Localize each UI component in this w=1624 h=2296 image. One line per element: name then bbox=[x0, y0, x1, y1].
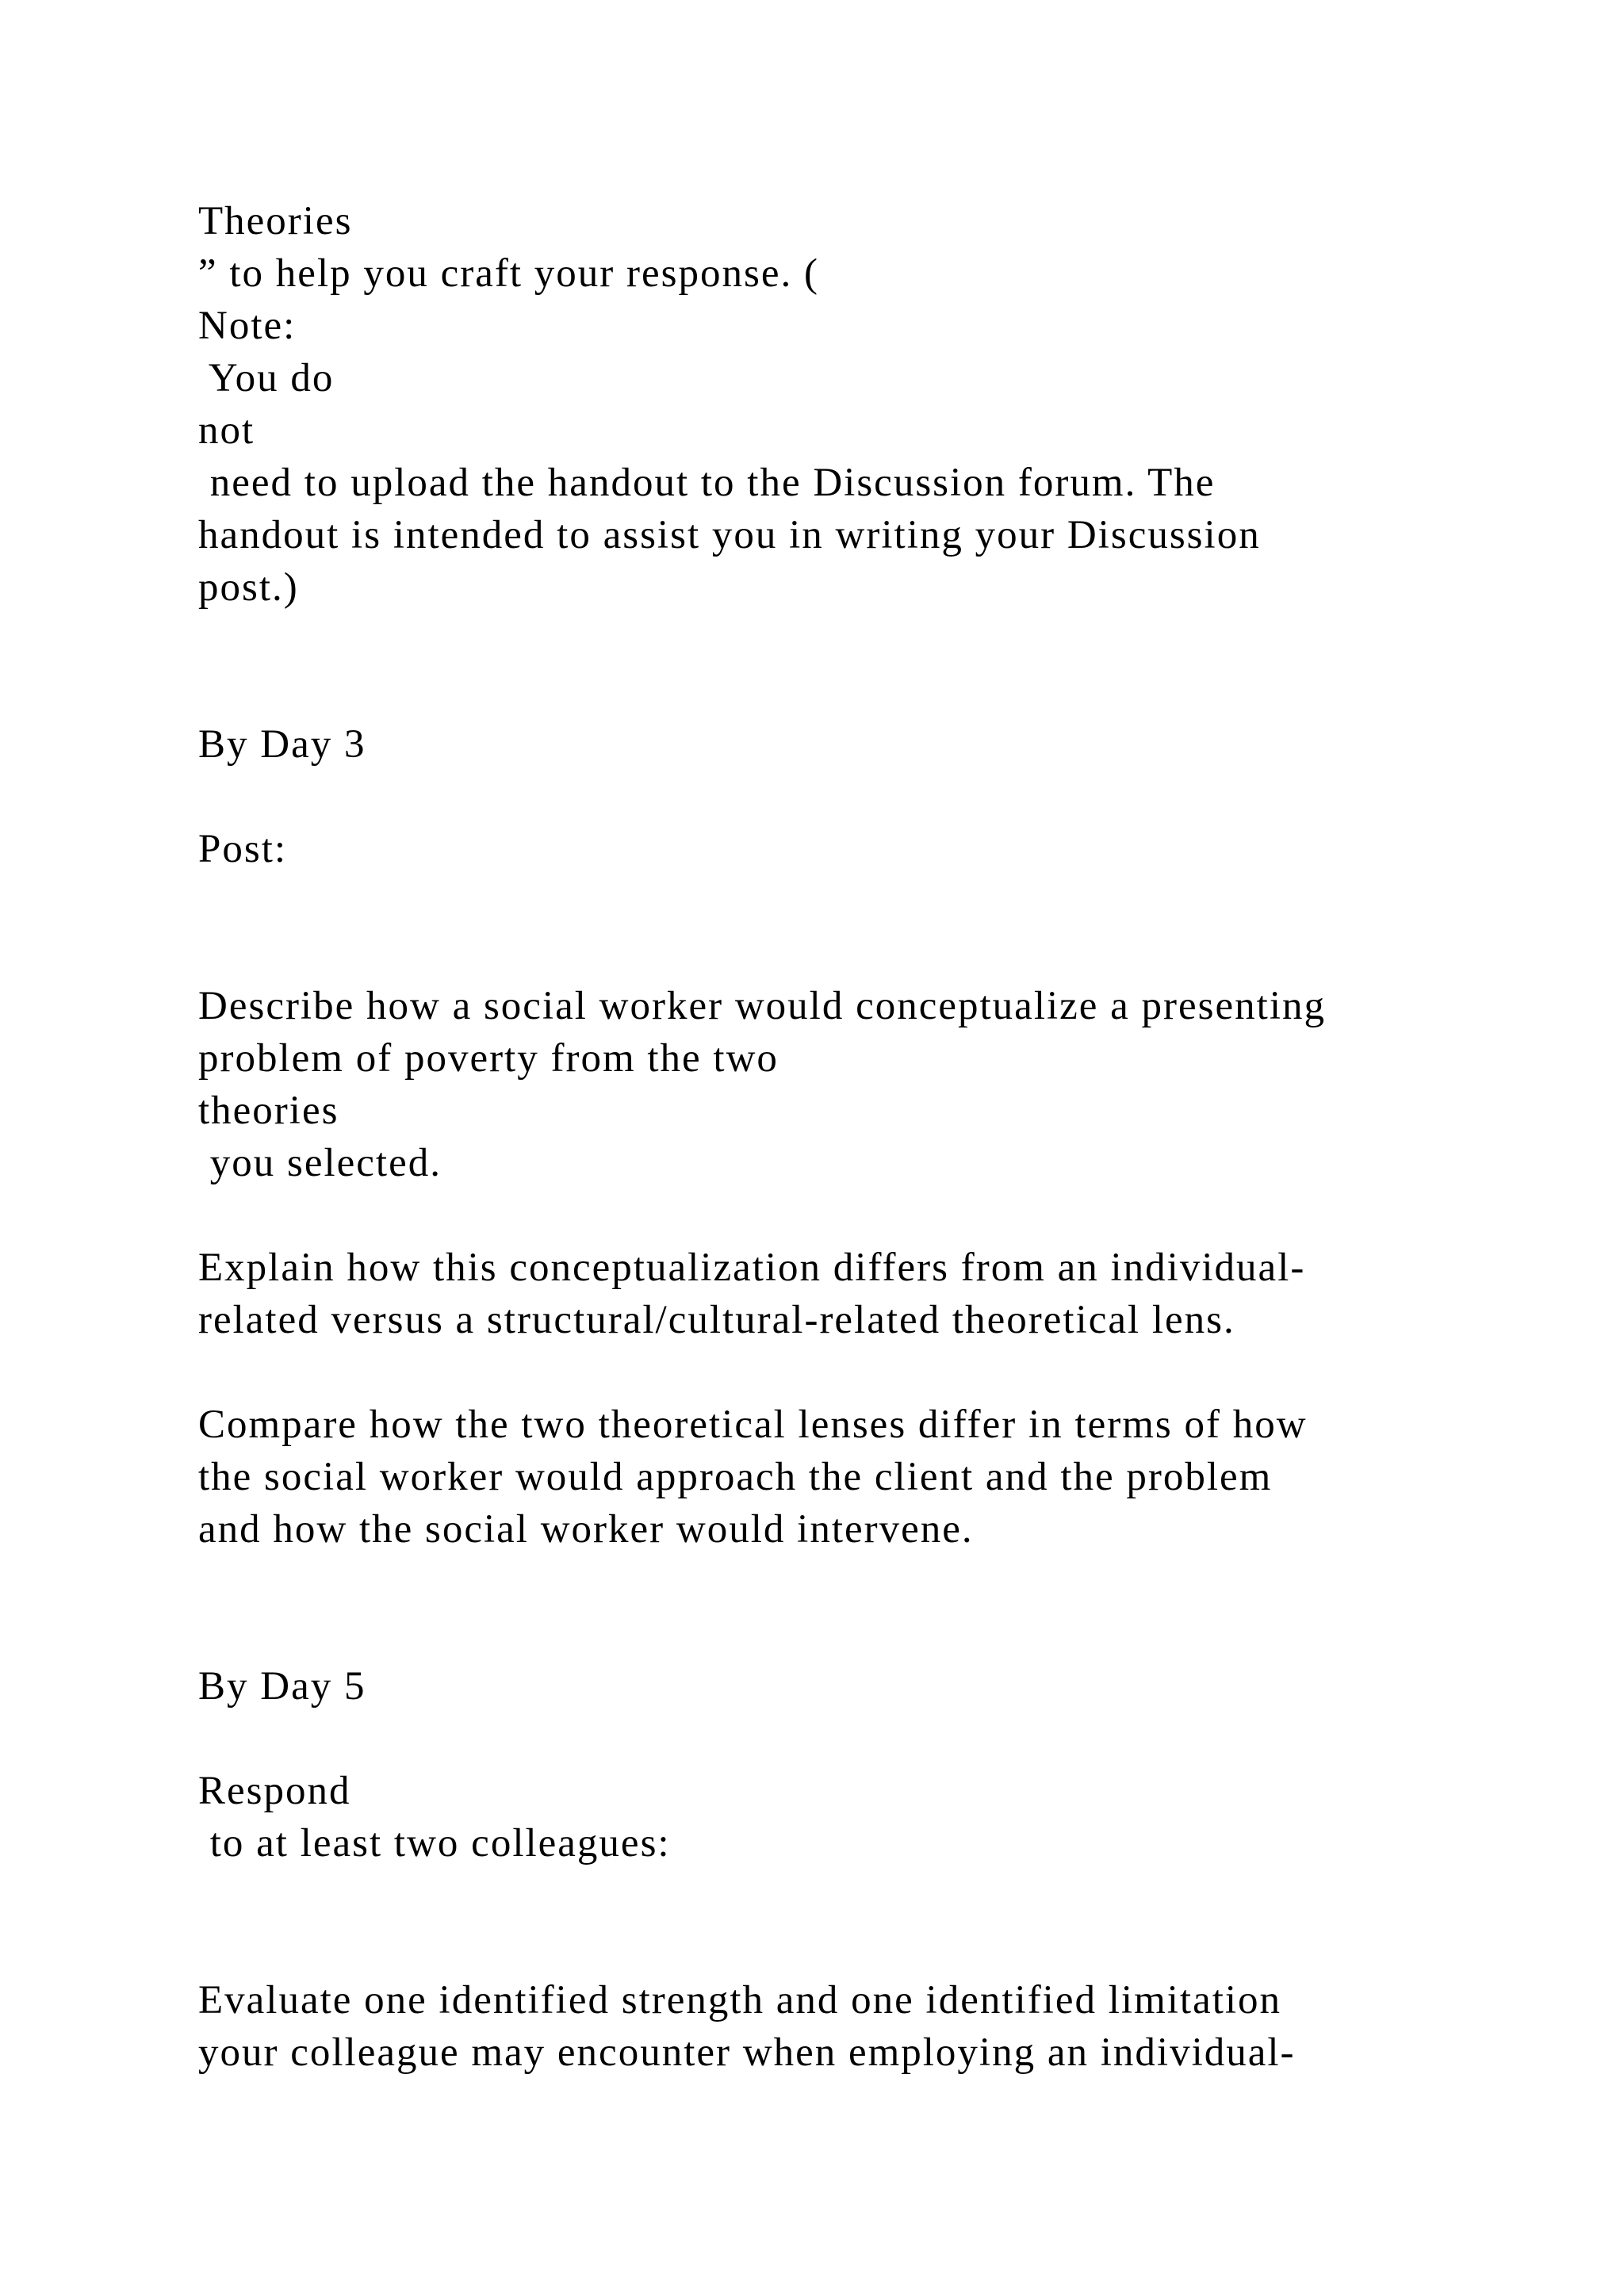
text-line: Note: bbox=[198, 304, 297, 348]
blank-line bbox=[198, 875, 1507, 928]
document-body bbox=[198, 195, 1507, 2079]
text-line: Explain how this conceptualization differs from an individual- bbox=[198, 1246, 1306, 1290]
blank-line bbox=[198, 614, 1507, 666]
blank-line bbox=[198, 1556, 1507, 1608]
text-line: the social worker would approach the client and the problem bbox=[198, 1455, 1273, 1499]
blank-line bbox=[198, 666, 1507, 718]
text-line: theories bbox=[198, 1089, 339, 1133]
respond-label: Respond bbox=[198, 1769, 351, 1813]
blank-line bbox=[198, 1608, 1507, 1660]
section-heading-day-5: By Day 5 bbox=[198, 1664, 366, 1709]
blank-line bbox=[198, 1346, 1507, 1399]
blank-line bbox=[198, 771, 1507, 823]
text-line: Evaluate one identified strength and one identified limitation bbox=[198, 1978, 1282, 2022]
text-line: problem of poverty from the two bbox=[198, 1036, 779, 1081]
text-line: ” to help you craft your response. ( bbox=[198, 251, 819, 296]
blank-line bbox=[198, 1869, 1507, 1922]
text-line: your colleague may encounter when employing an individual- bbox=[198, 2030, 1296, 2075]
text-line: and how the social worker would intervene. bbox=[198, 1507, 974, 1552]
text-line: Describe how a social worker would conceptualize a presenting bbox=[198, 984, 1327, 1028]
text-line: Theories bbox=[198, 199, 353, 243]
text-line: post.) bbox=[198, 565, 299, 610]
text-line: handout is intended to assist you in writing your Discussion bbox=[198, 513, 1261, 557]
post-label: Post: bbox=[198, 827, 288, 871]
text-line: need to upload the handout to the Discussion forum. The bbox=[198, 461, 1216, 505]
text-line: Compare how the two theoretical lenses differ in terms of how bbox=[198, 1402, 1308, 1447]
text-line: related versus a structural/cultural-related theoretical lens. bbox=[198, 1298, 1235, 1342]
blank-line bbox=[198, 1189, 1507, 1242]
text-line: to at least two colleagues: bbox=[198, 1821, 671, 1866]
section-heading-day-3: By Day 3 bbox=[198, 722, 366, 767]
blank-line bbox=[198, 928, 1507, 980]
text-line: You do bbox=[198, 356, 335, 400]
blank-line bbox=[198, 1922, 1507, 1974]
text-line: you selected. bbox=[198, 1141, 442, 1185]
blank-line bbox=[198, 1712, 1507, 1765]
text-line: not bbox=[198, 408, 255, 453]
